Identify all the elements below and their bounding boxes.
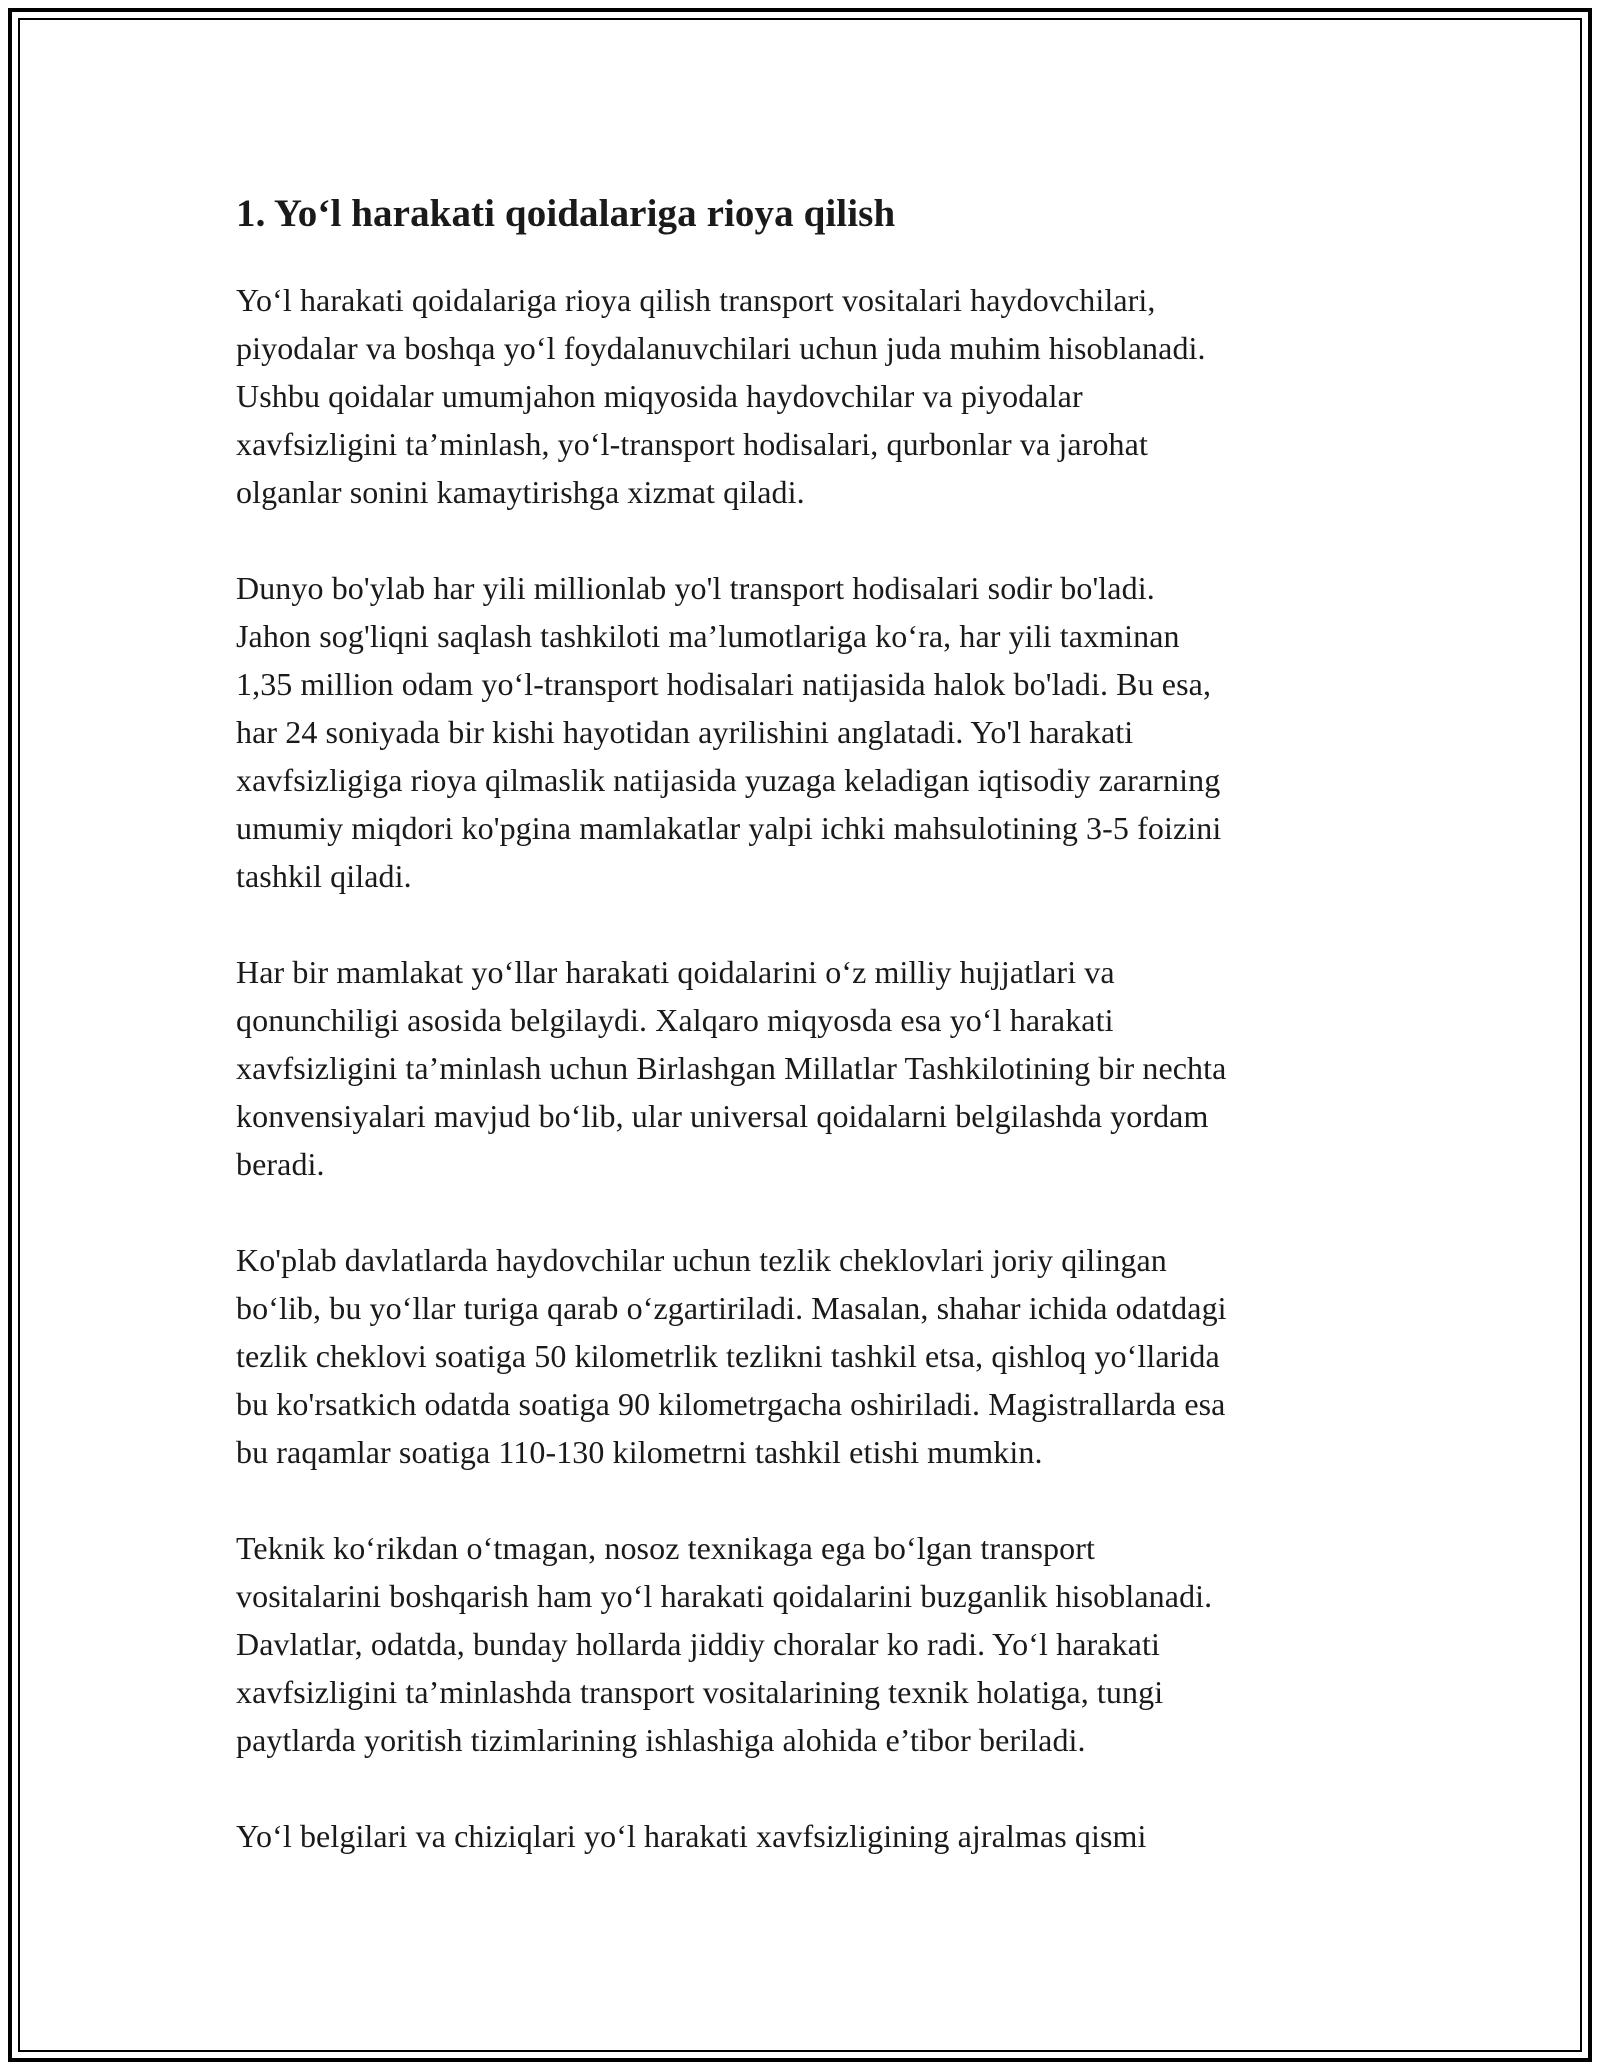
document-body bbox=[236, 186, 1386, 1908]
text-line: bo‘lib, bu yo‘llar turiga qarab o‘zgartiriladi. Masalan, shahar ichida odatdagi bbox=[236, 1290, 1227, 1326]
text-line: olganlar sonini kamaytirishga xizmat qiladi. bbox=[236, 474, 805, 510]
text-line: Ushbu qoidalar umumjahon miqyosida haydovchilar va piyodalar bbox=[236, 378, 1083, 414]
text-line: bu ko'rsatkich odatda soatiga 90 kilometrgacha oshiriladi. Magistrallarda esa bbox=[236, 1386, 1226, 1422]
paragraph-2 bbox=[236, 564, 1386, 900]
text-line: Teknik ko‘rikdan o‘tmagan, nosoz texnikaga ega bo‘lgan transport bbox=[236, 1530, 1096, 1566]
paragraph-5 bbox=[236, 1524, 1386, 1764]
text-line: konvensiyalari mavjud bo‘lib, ular universal qoidalarni belgilashda yordam bbox=[236, 1098, 1209, 1134]
text-line: xavfsizligini ta’minlashda transport vositalarining texnik holatiga, tungi bbox=[236, 1674, 1164, 1710]
text-line: Dunyo bo'ylab har yili millionlab yo'l transport hodisalari sodir bo'ladi. bbox=[236, 570, 1155, 606]
text-line: bu raqamlar soatiga 110-130 kilometrni tashkil etishi mumkin. bbox=[236, 1434, 1043, 1470]
paragraph-6 bbox=[236, 1812, 1386, 1860]
text-line: tashkil qiladi. bbox=[236, 858, 412, 894]
text-line: xavfsizligiga rioya qilmaslik natijasida yuzaga keladigan iqtisodiy zararning bbox=[236, 762, 1221, 798]
text-line: 1,35 million odam yo‘l-transport hodisalari natijasida halok bo'ladi. Bu esa, bbox=[236, 666, 1212, 702]
text-line: vositalarini boshqarish ham yo‘l harakati qoidalarini buzganlik hisoblanadi. bbox=[236, 1578, 1213, 1614]
text-line: Yo‘l harakati qoidalariga rioya qilish transport vositalari haydovchilari, bbox=[236, 282, 1156, 318]
text-line: piyodalar va boshqa yo‘l foydalanuvchilari uchun juda muhim hisoblanadi. bbox=[236, 330, 1206, 366]
text-line: Jahon sog'liqni saqlash tashkiloti ma’lumotlariga ko‘ra, har yili taxminan bbox=[236, 618, 1180, 654]
text-line: xavfsizligini ta’minlash, yo‘l-transport hodisalari, qurbonlar va jarohat bbox=[236, 426, 1148, 462]
text-line: xavfsizligini ta’minlash uchun Birlashgan Millatlar Tashkilotining bir nechta bbox=[236, 1050, 1227, 1086]
text-line: Davlatlar, odatda, bunday hollarda jiddiy choralar ko radi. Yo‘l harakati bbox=[236, 1626, 1160, 1662]
text-line: beradi. bbox=[236, 1146, 325, 1182]
paragraph-4 bbox=[236, 1236, 1386, 1476]
text-line: paytlarda yoritish tizimlarining ishlashiga alohida e’tibor beriladi. bbox=[236, 1722, 1086, 1758]
page-title: 1. Yo‘l harakati qoidalariga rioya qilish bbox=[236, 192, 896, 235]
text-line: Har bir mamlakat yo‘llar harakati qoidalarini o‘z milliy hujjatlari va bbox=[236, 954, 1115, 990]
text-line: Yo‘l belgilari va chiziqlari yo‘l harakati xavfsizligining ajralmas qismi bbox=[236, 1818, 1147, 1854]
text-line: tezlik cheklovi soatiga 50 kilometrlik tezlikni tashkil etsa, qishloq yo‘llarida bbox=[236, 1338, 1220, 1374]
text-line: har 24 soniyada bir kishi hayotidan ayrilishini anglatadi. Yo'l harakati bbox=[236, 714, 1134, 750]
paragraph-3 bbox=[236, 948, 1386, 1188]
text-line: umumiy miqdori ko'pgina mamlakatlar yalpi ichki mahsulotining 3-5 foizini bbox=[236, 810, 1222, 846]
text-line: Ko'plab davlatlarda haydovchilar uchun tezlik cheklovlari joriy qilingan bbox=[236, 1242, 1167, 1278]
text-line: qonunchiligi asosida belgilaydi. Xalqaro miqyosda esa yo‘l harakati bbox=[236, 1002, 1114, 1038]
paragraph-1 bbox=[236, 276, 1386, 516]
